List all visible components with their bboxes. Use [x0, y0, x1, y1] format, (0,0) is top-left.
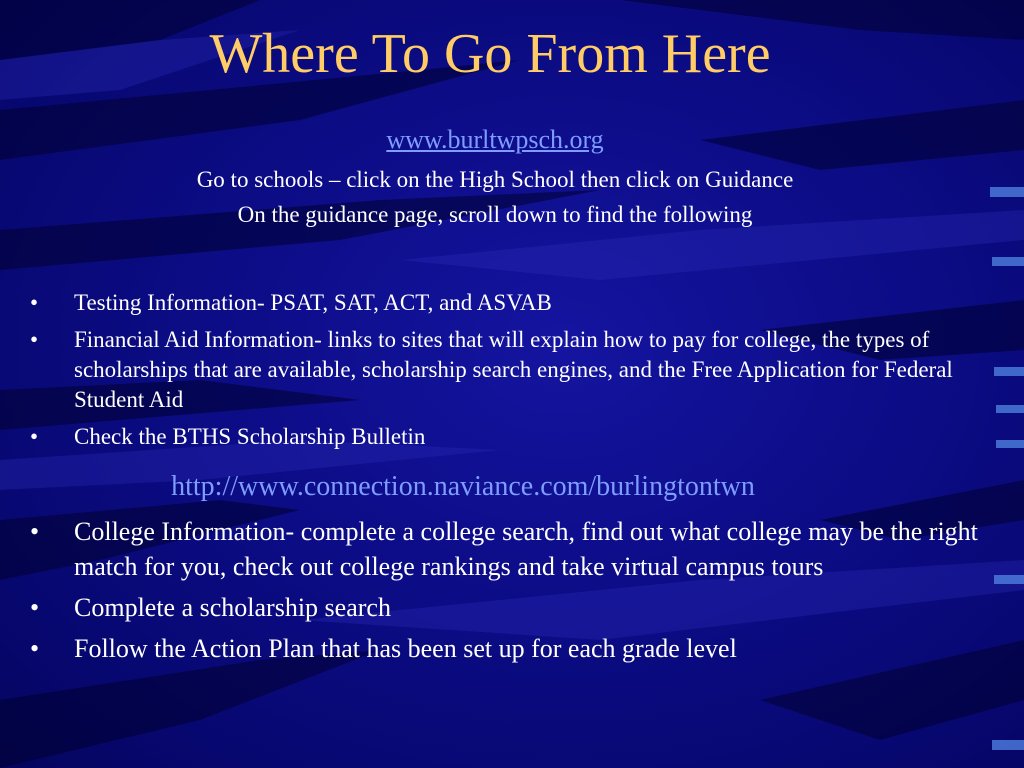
bullet-icon: •	[30, 593, 40, 622]
list-item	[0, 422, 1014, 452]
bullet-icon: •	[30, 424, 39, 449]
list-item	[0, 631, 1014, 666]
list-item-text: Testing Information- PSAT, SAT, ACT, and ASVAB	[74, 290, 552, 315]
list-item-text: Check the BTHS Scholarship Bulletin	[74, 424, 426, 449]
list-item	[0, 514, 1014, 584]
bullet-icon: •	[30, 634, 40, 663]
naviance-resources-list	[0, 514, 1014, 672]
slide-title: Where To Go From Here	[209, 23, 771, 85]
naviance-link[interactable]: http://www.connection.naviance.com/burlingtontwn	[171, 471, 755, 502]
bullet-icon: •	[30, 517, 40, 546]
list-item-text: Follow the Action Plan that has been set up for each grade level	[74, 634, 737, 663]
instruction-line-1: Go to schools – click on the High School then click on Guidance	[196, 167, 794, 192]
bullet-icon: •	[30, 327, 39, 352]
list-item	[0, 325, 1014, 415]
bullet-icon: •	[30, 290, 39, 315]
guidance-resources-list	[0, 288, 1014, 459]
list-item-text: Complete a scholarship search	[74, 593, 391, 622]
list-item	[0, 288, 1014, 318]
list-item-text: College Information- complete a college search, find out what college may be the right match for you, check out college rankings and take virtual campus tours	[74, 517, 978, 581]
instruction-line-2: On the guidance page, scroll down to find the following	[237, 202, 753, 227]
list-item	[0, 590, 1014, 625]
school-website-link[interactable]: www.burltwpsch.org	[386, 125, 604, 154]
list-item-text: Financial Aid Information- links to sites that will explain how to pay for college, the types of scholarships that are available, scholarship search engines, and the Free Application for Federal Student Aid	[74, 327, 953, 412]
